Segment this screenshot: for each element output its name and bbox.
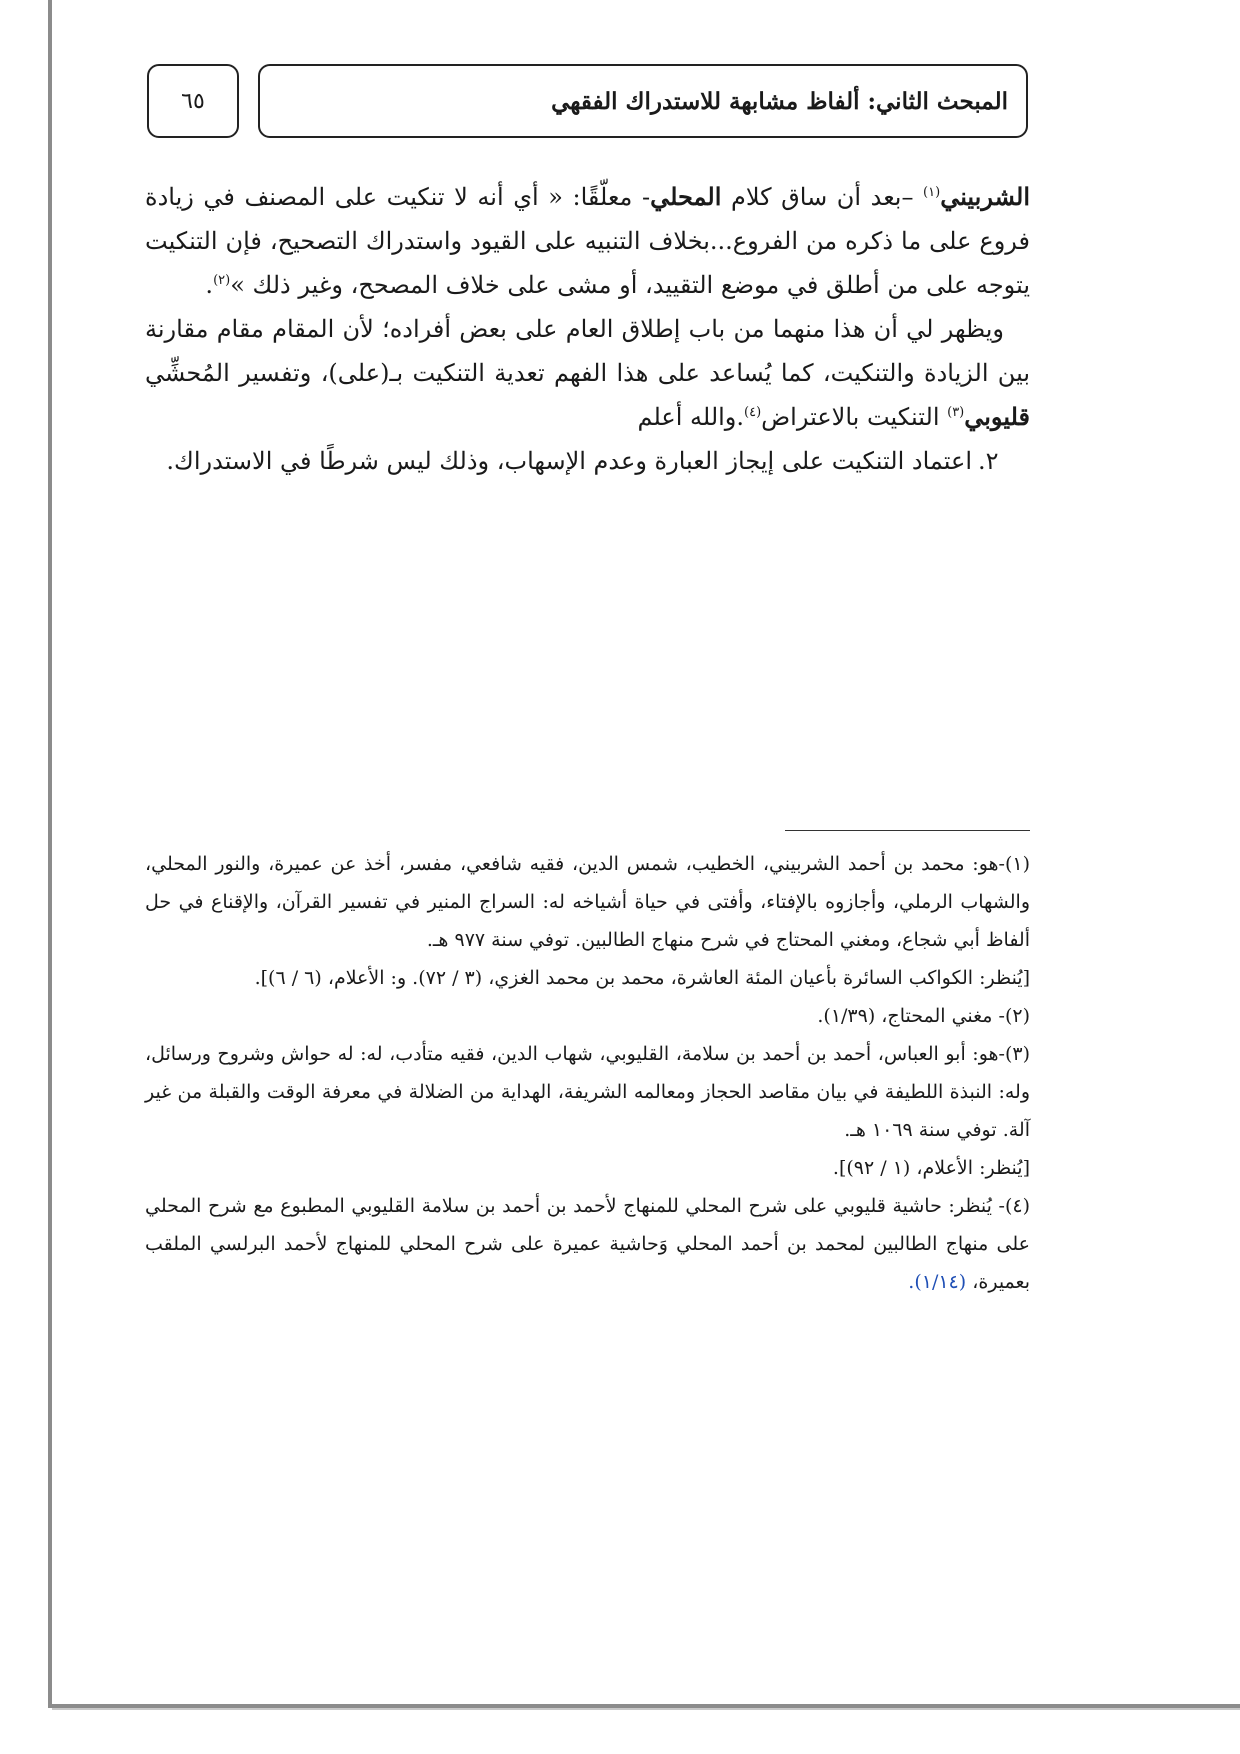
footnote-1-source: [يُنظر: الكواكب السائرة بأعيان المئة العاشرة، محمد بن محمد الغزي، (٣ / ٧٢). و: الأعلام، (٦ / ٦)]. <box>254 967 1030 989</box>
paragraph-2-text-c: .والله أعلم <box>637 403 745 431</box>
list-item-text: اعتماد التنكيت على إيجاز العبارة وعدم الإسهاب، وذلك ليس شرطًا في الاستدراك. <box>166 447 972 475</box>
paragraph-1-text-b: - معلّقًا: « أي أنه لا تنكيت على المصنف في زيادة فروع على ما ذكره من الفروع...بخلاف التنبيه على القيود واستدراك التصحيح، فإن التنكيت يتوجه على من أطلق في موضع التقييد، أو مشى على خلاف المصحح، وغير ذلك » <box>145 183 1030 299</box>
paragraph-2-text-b: التنكيت بالاعتراض <box>761 403 948 431</box>
name-sharbini: الشربيني <box>940 182 1030 211</box>
page-frame-bottom-shadow <box>52 1708 1240 1710</box>
list-item-2 <box>145 439 1030 483</box>
footnote-2: (٢)- مغني المحتاج، (١/٣٩). <box>817 1005 1030 1027</box>
footnote-3: (٣)-هو: أبو العباس، أحمد بن أحمد بن سلامة، القليوبي، شهاب الدين، فقيه متأدب، له: له حواش وشروح ورسائل، وله: النبذة اللطيفة في بيان مقاصد الحجاز ومعالمه الشريفة، الهداية من الضلالة في معرفة الوقت والقبلة من غير آلة. توفي سنة ١٠٦٩ هـ. <box>145 1043 1030 1141</box>
footnote-ref-1: (١) <box>923 185 941 200</box>
list-item-number: ٢. <box>978 447 999 475</box>
name-qalyubi: قليوبي <box>964 402 1030 431</box>
paragraph-1-text-a: –بعد أن ساق كلام <box>721 183 924 211</box>
name-mahalli: المحلي <box>650 182 722 211</box>
paragraph-1 <box>145 175 1030 307</box>
footnote-1: (١)-هو: محمد بن أحمد الشربيني، الخطيب، شمس الدين، فقيه شافعي، مفسر، أخذ عن عميرة، والنور المحلي، والشهاب الرملي، وأجازوه بالإفتاء، وأفتى في حياة أشياخه له: السراج المنير في تفسير القرآن، والإقناع في حل ألفاظ أبي شجاع، ومغني المحتاج في شرح منهاج الطالبين. توفي سنة ٩٧٧ هـ. <box>145 853 1030 951</box>
running-header-box <box>258 64 1028 138</box>
footnotes <box>145 845 1030 1301</box>
footnote-ref-4: (٤) <box>744 405 762 420</box>
footnote-ref-2: (٢) <box>213 273 231 288</box>
running-header-title: المبحث الثاني: ألفاظ مشابهة للاستدراك الفقهي <box>551 87 1008 115</box>
footnote-3-source: [يُنظر: الأعلام، (١ / ٩٢)]. <box>832 1157 1030 1179</box>
paragraph-2-text-a: ويظهر لي أن هذا منهما من باب إطلاق العام على بعض أفراده؛ لأن المقام مقام مقارنة بين الزيادة والتنكيت، كما يُساعد على هذا الفهم تعدية التنكيت بـ(على)، وتفسير المُحشِّي <box>145 315 1030 387</box>
footnote-4 <box>145 1187 1030 1301</box>
page-frame-left-border <box>48 0 52 1708</box>
page-number-box <box>147 64 239 138</box>
footnote-separator <box>785 830 1030 831</box>
footnote-ref-3: (٣) <box>947 405 965 420</box>
footnote-4-text: (٤)- يُنظر: حاشية قليوبي على شرح المحلي للمنهاج لأحمد بن أحمد بن سلامة القليوبي المطبوع مع شرح المحلي على منهاج الطالبين لمحمد بن أحمد المحلي وَحاشية عميرة على شرح المحلي للمنهاج لأحمد البرلسي الملقب بعميرة، <box>145 1195 1030 1293</box>
main-text <box>145 175 1030 483</box>
paragraph-1-text-c: . <box>205 271 214 299</box>
paragraph-2 <box>145 307 1030 439</box>
footnote-4-link[interactable]: (١/١٤). <box>908 1271 967 1293</box>
page-number: ٦٥ <box>181 88 205 114</box>
